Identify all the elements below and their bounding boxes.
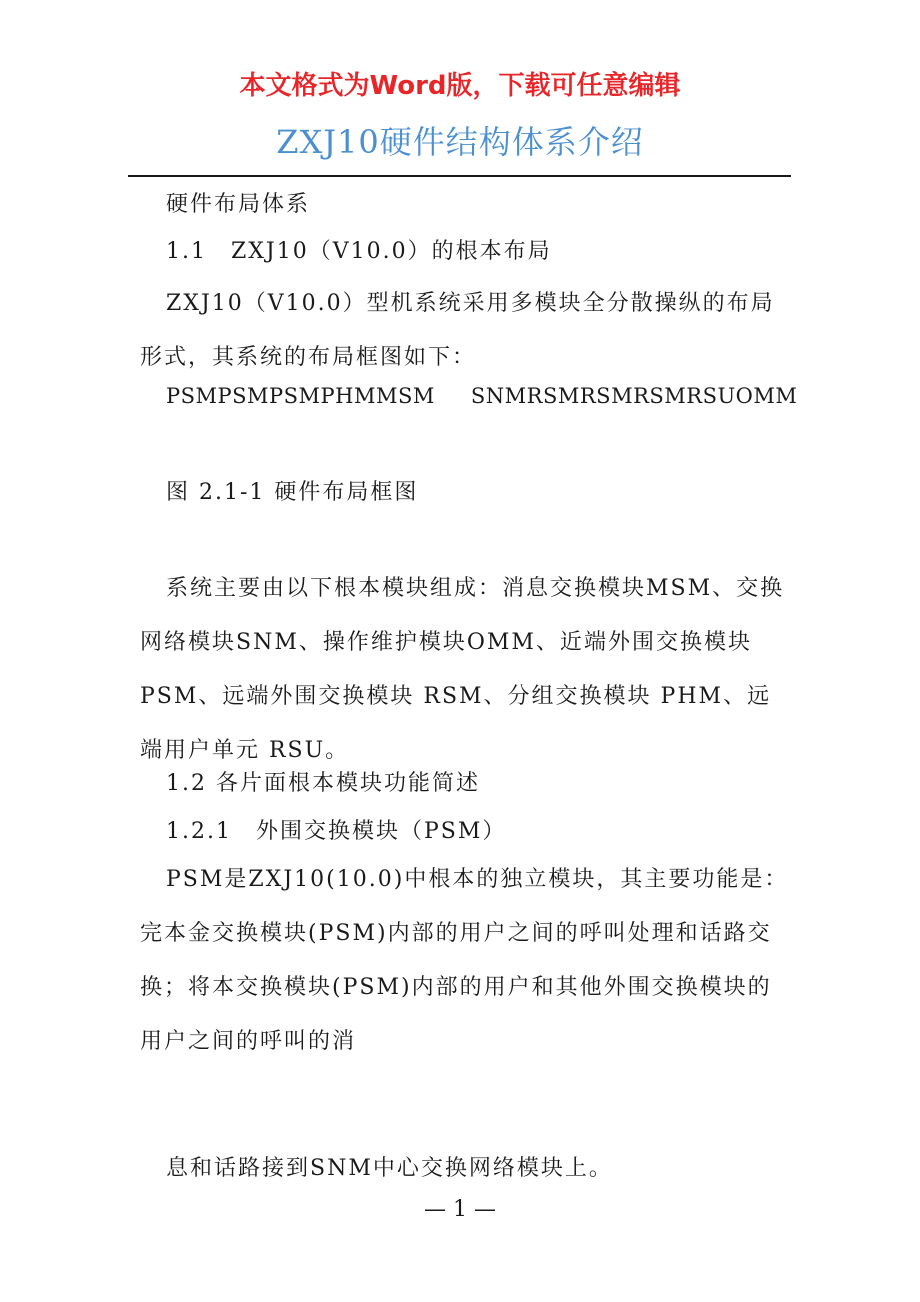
- section-heading-1-2: 1.2 各片面根本模块功能简述: [166, 771, 480, 796]
- module-list-row: [166, 378, 797, 414]
- paragraph-psm-function: PSM是ZXJ10(10.0)中根本的独立模块，其主要功能是：完本金交换模块(PSM)内部的用户之间的呼叫处理和话路交换；将本交换模块(PSM)内部的用户和其他外围交换模块的用户之间的呼叫的消: [140, 867, 789, 1054]
- section-heading-1-1: 1.1 ZXJ10（V10.0）的根本布局: [166, 239, 552, 264]
- section-heading-hardware-layout: 硬件布局体系: [166, 192, 311, 217]
- document-title: ZXJ10硬件结构体系介绍: [276, 123, 644, 161]
- page-number: — 1 —: [424, 1197, 496, 1222]
- title-divider: [128, 175, 791, 177]
- figure-caption: 图 2.1-1 硬件布局框图: [166, 480, 419, 505]
- format-banner: 本文格式为Word版，下载可任意编辑: [239, 71, 681, 101]
- paragraph-system-layout: ZXJ10（V10.0）型机系统采用多模块全分散操纵的布局形式，其系统的布局框图如下：: [140, 291, 775, 370]
- module-list-right: SNMRSMRSMRSMRSUOMM: [470, 384, 798, 408]
- section-heading-1-2-1: 1.2.1 外围交换模块（PSM）: [166, 819, 507, 844]
- module-list-left: PSMPSMPSMPHMMSM: [166, 384, 435, 408]
- paragraph-psm-continued: 息和话路接到SNM中心交换网络模块上。: [166, 1156, 613, 1181]
- paragraph-basic-modules: 系统主要由以下根本模块组成：消息交换模块MSM、交换网络模块SNM、操作维护模块OMM、近端外围交换模块PSM、远端外围交换模块 RSM、分组交换模块 PHM、远端用户单元 RSU。: [140, 576, 785, 763]
